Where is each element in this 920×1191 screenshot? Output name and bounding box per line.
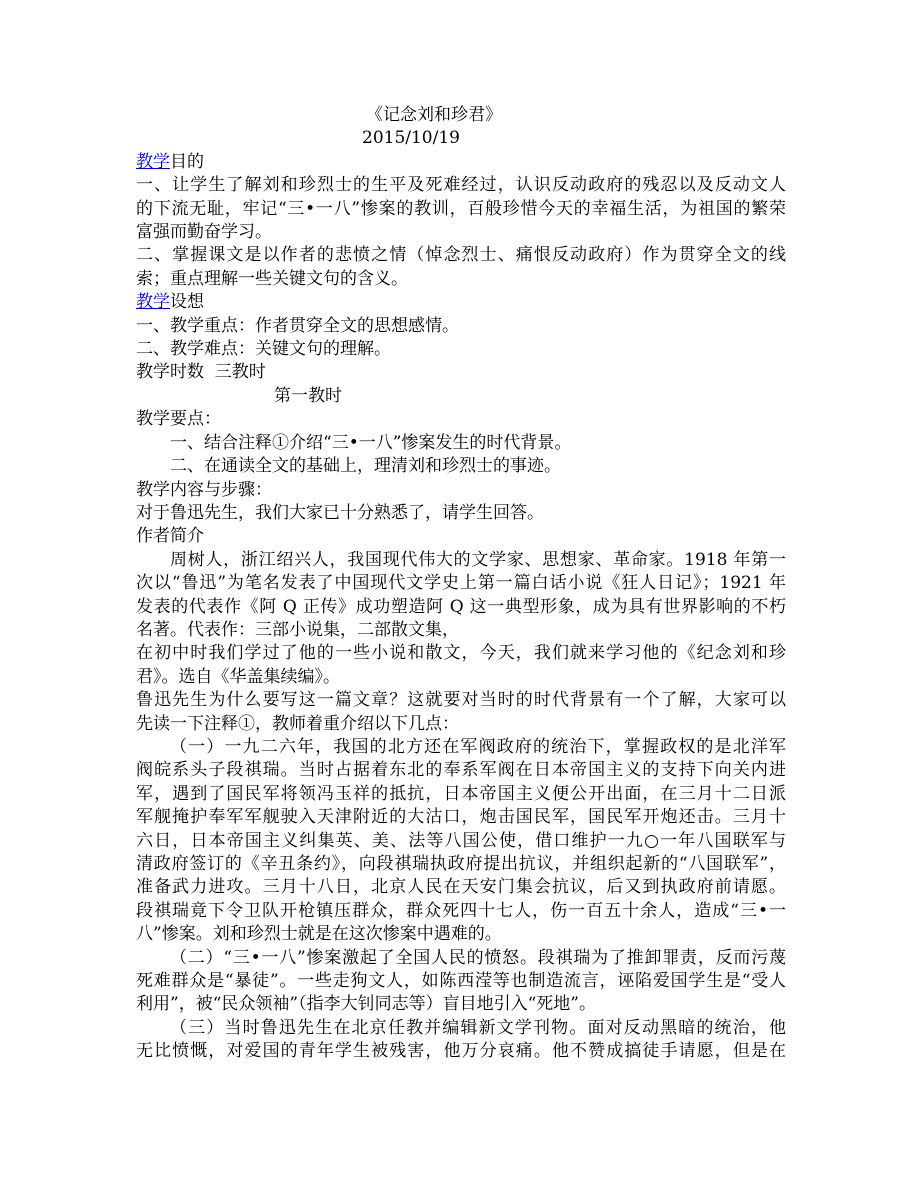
lesson-title: 第一教时 [274, 385, 342, 406]
background-1-line: （一）一九二六年，我国的北方还在军阀政府的统治下，掌握政权的是北洋军 [170, 736, 786, 757]
difficulty: 二、教学难点：关键文句的理解。 [136, 339, 391, 360]
why-para-line: 鲁迅先生为什么要写这一篇文章？这就要对当时的时代背景有一个了解，大家可以 [136, 690, 786, 711]
background-3-line: 无比愤慨，对爱国的青年学生被残害，他万分哀痛。他不赞成搞徒手请愿，但是在 [136, 1041, 786, 1062]
section-heading-design: 教学设想 [136, 292, 204, 313]
learned-para-line: 君》。选自《华盖集续编》。 [136, 666, 340, 687]
learned-para-line: 在初中时我们学过了他的一些小说和散文，今天，我们就来学习他的《纪念刘和珍 [136, 643, 786, 664]
background-1-line: 八”惨案。刘和珍烈士就是在这次惨案中遇难的。 [136, 924, 502, 945]
intro-line: 对于鲁迅先生，我们大家已十分熟悉了，请学生回答。 [136, 502, 544, 523]
key-point: 一、教学重点：作者贯穿全文的思想感情。 [136, 315, 459, 336]
background-1-line: 清政府签订的《辛丑条约》，向段祺瑞执政府提出抗议，并组织起新的“八国联军”， [136, 854, 786, 874]
point-2: 二、在通读全文的基础上，理清刘和珍烈士的事迹。 [170, 456, 561, 477]
background-1-line: 六日，日本帝国主义纠集英、美、法等八国公使，借口维护一九○一年八国联军与 [136, 830, 786, 851]
background-1-line: 准备武力进攻。三月十八日，北京人民在天安门集会抗议，后又到执政府前请愿。 [136, 877, 786, 898]
points-label: 教学要点： [136, 409, 221, 430]
goal-2-line-1: 二、掌握课文是以作者的悲愤之情（悼念烈士、痛恨反动政府）作为贯穿全文的线 [136, 245, 786, 266]
teaching-hours: 教学时数 三教时 [136, 362, 266, 383]
goal-1-line-3: 富强而勤奋学习。 [136, 222, 272, 243]
background-2-line: （二）“三•一八”惨案激起了全国人民的愤怒。段祺瑞为了推卸罪责，反而污蔑 [170, 947, 786, 968]
point-1: 一、结合注释①介绍“三•一八”惨案发生的时代背景。 [170, 432, 572, 453]
author-para-line: 次以“鲁迅”为笔名发表了中国现代文学史上第一篇白话小说《狂人日记》；1921 年 [136, 573, 786, 594]
steps-label: 教学内容与步骤： [136, 479, 272, 500]
background-2-line: 死难群众是“暴徒”。一些走狗文人，如陈西滢等也制造流言，诬陷爱国学生是“受人 [136, 971, 786, 992]
document-date: 2015/10/19 [362, 128, 460, 149]
author-label: 作者简介 [136, 526, 204, 547]
teaching-link[interactable]: 教学 [136, 292, 170, 313]
goal-1-line-1: 一、让学生了解刘和珍烈士的生平及死难经过，认识反动政府的残忍以及反动文人 [136, 175, 786, 196]
author-para-line: 周树人，浙江绍兴人，我国现代伟大的文学家、思想家、革命家。1918 年第一 [170, 549, 786, 570]
background-1-line: 军，遇到了国民军将领冯玉祥的抵抗，日本帝国主义便公开出面，在三月十二日派 [136, 783, 786, 804]
background-2-line: 利用”，被“民众领袖”（指李大钊同志等）盲目地引入“死地”。 [136, 994, 596, 1015]
why-para-line: 先读一下注释①，教师着重介绍以下几点： [136, 713, 459, 734]
background-1-line: 军舰掩护奉军军舰驶入天津附近的大沽口，炮击国民军，国民军开炮还击。三月十 [136, 807, 786, 828]
goal-2-line-2: 索；重点理解一些关键文句的含义。 [136, 268, 408, 289]
goal-1-line-2: 的下流无耻，牢记“三•一八”惨案的教训，百般珍惜今天的幸福生活，为祖国的繁荣 [136, 198, 786, 219]
background-1-line: 段祺瑞竟下令卫队开枪镇压群众，群众死四十七人，伤一百五十余人，造成“三•一 [136, 900, 786, 921]
teaching-link[interactable]: 教学 [136, 151, 170, 172]
document-title: 《记念刘和珍君》 [366, 105, 502, 125]
author-para-line: 名著。代表作：三部小说集，二部散文集， [136, 619, 459, 640]
background-1-line: 阀皖系头子段祺瑞。当时占据着东北的奉系军阀在日本帝国主义的支持下向关内进 [136, 760, 786, 781]
section-heading-goals: 教学目的 [136, 151, 204, 172]
background-3-line: （三）当时鲁迅先生在北京任教并编辑新文学刊物。面对反动黑暗的统治，他 [170, 1017, 786, 1038]
author-para-line: 发表的代表作《阿 Q 正传》成功塑造阿 Q 这一典型形象，成为具有世界影响的不朽 [136, 596, 786, 617]
document-page [136, 104, 786, 1064]
